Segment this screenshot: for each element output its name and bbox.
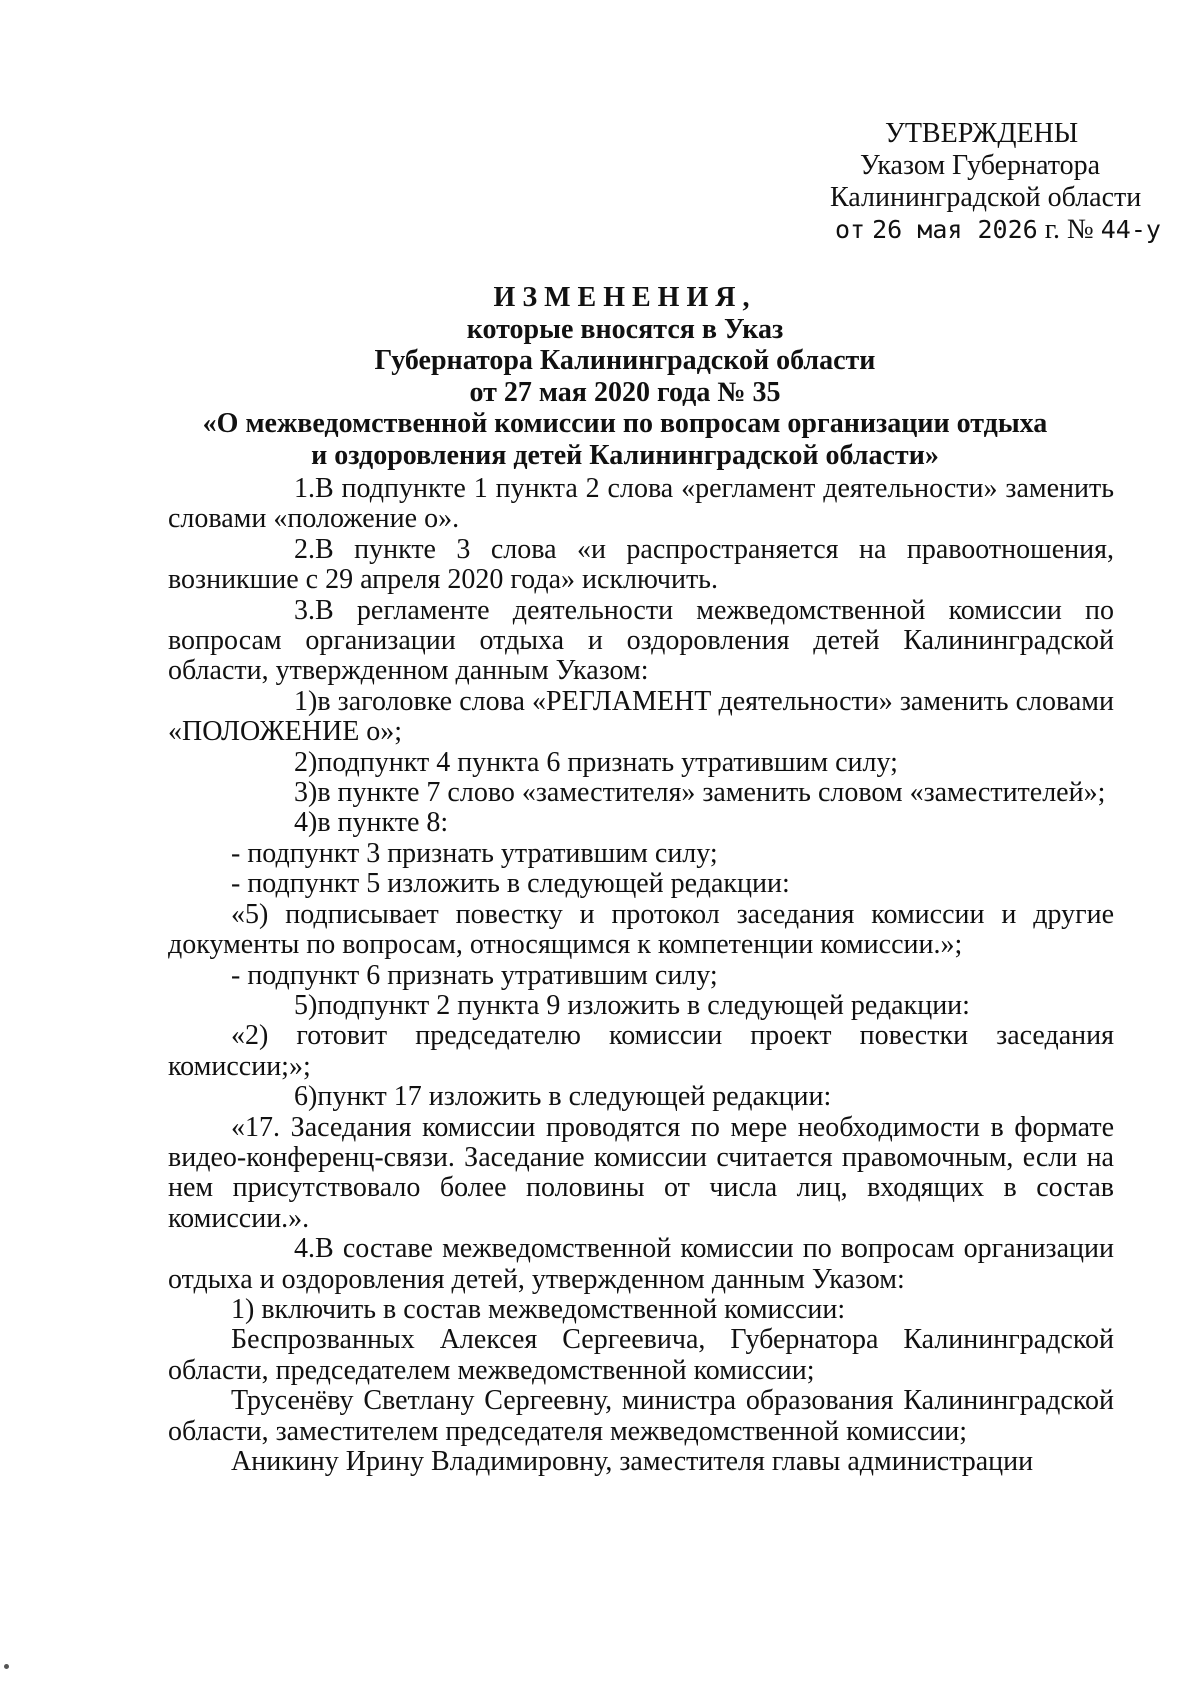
title-heading: ИЗМЕНЕНИЯ, [493, 282, 757, 313]
subitem-3-3 [168, 778, 1114, 808]
item-2 [168, 535, 1114, 596]
paragraph-4-1: 1) включить в состав межведомственной комиссии: [231, 1293, 846, 1325]
item-1 [168, 474, 1114, 535]
title-line-6: и оздоровления детей Калининградской области» [311, 439, 939, 471]
title-line-2: которые вносятся в Указ [466, 313, 784, 345]
item-text: В регламенте деятельности межведомственной комиссии по вопросам организации отдыха и оздоровления детей Калининградской области, утвержденном данным Указом: [168, 594, 1114, 687]
paragraph-4-1-c: Аникину Ирину Владимировну, заместителя главы администрации [231, 1446, 1034, 1477]
paragraph-3-4-a: - подпункт 3 признать утратившим силу; [231, 837, 718, 869]
item-text: В подпункте 1 пункта 2 слова «регламент деятельности» заменить словами «положение о». [168, 473, 1114, 535]
paragraph-3-6-a: «17. Заседания комиссии проводятся по мере необходимости в формате видео-конференц-связи. Заседание комиссии считается правомочным, если на нем присутствовало более половины от числа лиц, входящих в состав комиссии.». [168, 1111, 1114, 1234]
item-number: 2) [294, 746, 318, 778]
paragraph-4-1-b: Трусенёву Светлану Сергеевну, министра образования Калининградской области, заместителем председателя межведомственной комиссии; [168, 1385, 1114, 1447]
subitem-3-5 [168, 991, 1114, 1021]
item-text: в пункте 8: [317, 807, 449, 839]
item-number: 4) [294, 807, 318, 839]
item-3 [168, 596, 1114, 687]
subitem-3-4 [168, 808, 1114, 838]
item-text: подпункт 4 пункта 6 признать утратившим силу; [317, 746, 898, 778]
item-number: 2. [294, 533, 315, 565]
item-number: 1. [294, 473, 315, 504]
approval-decree: Указом Губернатора [860, 150, 1101, 181]
approval-number-label: г. № [1044, 214, 1094, 245]
approval-number: 44-у [1100, 215, 1161, 244]
approval-prefix: от [835, 215, 866, 244]
approval-heading: УТВЕРЖДЕНЫ [885, 118, 1079, 149]
item-number: 3. [294, 594, 315, 626]
item-text: В пункте 3 слова «и распространяется на правоотношения, возникшие с 29 апреля 2020 года» исключить. [168, 533, 1114, 596]
item-text: в пункте 7 слово «заместителя» заменить словом «заместителей»; [317, 777, 1106, 809]
paragraph-4-1-a: Беспрозванных Алексея Сергеевича, Губернатора Калининградской области, председателем межведомственной комиссии; [168, 1324, 1114, 1386]
approval-date-line [770, 214, 1161, 246]
item-number: 4. [294, 1233, 315, 1265]
approval-region: Калининградской области [830, 182, 1142, 213]
item-text: подпункт 2 пункта 9 изложить в следующей редакции: [317, 989, 970, 1021]
item-text: в заголовке слова «РЕГЛАМЕНТ деятельности» заменить словами «ПОЛОЖЕНИЕ о»; [168, 685, 1114, 748]
title-line-4: от 27 мая 2020 года № 35 [469, 376, 781, 408]
item-text: В составе межведомственной комиссии по вопросам организации отдыха и оздоровления детей, утвержденном данным Указом: [168, 1233, 1114, 1295]
subitem-3-2 [168, 748, 1114, 778]
subitem-3-1 [168, 687, 1114, 748]
scan-dot [4, 1664, 9, 1669]
paragraph-3-4-d: - подпункт 6 признать утратившим силу; [231, 959, 718, 991]
paragraph-3-4-c: «5) подписывает повестку и протокол заседания комиссии и другие документы по вопросам, относящимся к компетенции комиссии.»; [168, 898, 1114, 961]
document-body [168, 474, 1114, 1477]
title-line-5: «О межведомственной комиссии по вопросам организации отдыха [202, 408, 1048, 439]
item-number: 1) [294, 685, 318, 717]
item-number: 3) [294, 777, 318, 809]
approval-date: 26 мая 2026 [872, 215, 1038, 244]
title-line-3: Губернатора Калининградской области [374, 345, 876, 376]
paragraph-3-4-b: - подпункт 5 изложить в следующей редакции: [231, 868, 790, 900]
approval-stamp [770, 118, 1161, 246]
item-number: 5) [294, 989, 318, 1021]
paragraph-3-5-a: «2) готовит председателю комиссии проект повестки заседания комиссии;»; [168, 1020, 1114, 1082]
document-title [150, 282, 1100, 471]
subitem-3-6 [168, 1082, 1114, 1112]
item-text: пункт 17 изложить в следующей редакции: [317, 1081, 832, 1113]
item-number: 6) [294, 1081, 318, 1113]
item-4 [168, 1234, 1114, 1295]
